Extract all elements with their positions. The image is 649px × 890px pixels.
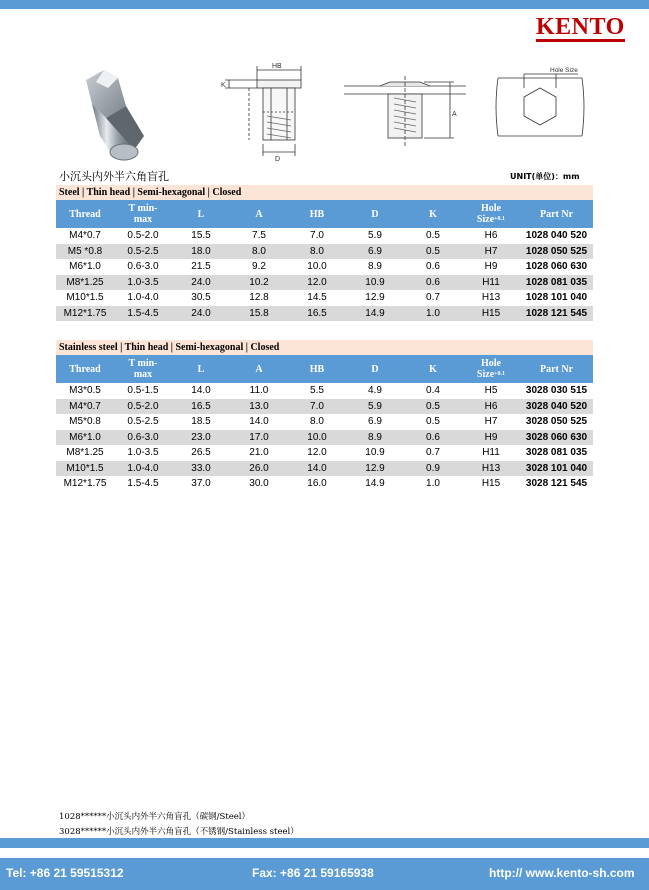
table-cell: H13 bbox=[481, 292, 501, 304]
col-thread: Thread bbox=[56, 200, 114, 228]
table-cell: H7 bbox=[484, 416, 498, 428]
table-cell: 23.0 bbox=[172, 430, 230, 446]
table-cell: 37.0 bbox=[191, 478, 211, 490]
table-cell: 10.0 bbox=[307, 261, 327, 273]
table-cell: 30.5 bbox=[191, 292, 211, 304]
table-cell: 0.5-2.0 bbox=[127, 230, 159, 242]
table-cell: 1.0-3.5 bbox=[127, 447, 159, 459]
table-cell: 0.9 bbox=[404, 461, 462, 477]
table-cell: 7.0 bbox=[288, 399, 346, 415]
table-cell: 6.9 bbox=[368, 416, 382, 428]
table-cell: 14.9 bbox=[365, 478, 385, 490]
col-a: A bbox=[230, 200, 288, 228]
col-hole-size: Hole Size$^{+0.1}$ bbox=[462, 355, 520, 383]
table-cell: H15 bbox=[481, 478, 501, 490]
steel-table-row bbox=[56, 306, 593, 322]
table-cell: 12.0 bbox=[307, 447, 327, 459]
table-cell: M3*0.5 bbox=[69, 385, 101, 397]
table-cell: 7.5 bbox=[252, 230, 266, 242]
col-k: K bbox=[404, 200, 462, 228]
table-cell: 30.0 bbox=[249, 478, 269, 490]
table-cell: 0.6-3.0 bbox=[114, 430, 172, 446]
brand-logo: KENTO bbox=[536, 14, 625, 40]
table-cell: 24.0 bbox=[172, 306, 230, 322]
table-cell: H13 bbox=[462, 461, 520, 477]
table-cell: 5.9 bbox=[346, 399, 404, 415]
table-cell: 4.9 bbox=[368, 385, 382, 397]
table-cell: H7 bbox=[462, 244, 520, 260]
table-cell: 0.5-2.0 bbox=[114, 399, 172, 415]
stainless-section-title: Stainless steel | Thin head | Semi-hexagonal | Closed bbox=[56, 340, 593, 355]
table-cell: 14.0 bbox=[249, 416, 269, 428]
table-cell: H6 bbox=[462, 399, 520, 415]
table-cell: 1028 121 545 bbox=[520, 306, 593, 322]
unit-label: UNIT(单位)：mm bbox=[510, 172, 580, 181]
col-a: A bbox=[230, 355, 288, 383]
section-view-drawing bbox=[340, 72, 470, 152]
table-cell: 3028 040 520 bbox=[520, 399, 593, 415]
stainless-table-row bbox=[56, 476, 593, 492]
table-cell: H11 bbox=[482, 447, 500, 459]
table-cell: 16.5 bbox=[172, 399, 230, 415]
table-cell: 1.0-4.0 bbox=[114, 461, 172, 477]
col-k: K bbox=[404, 355, 462, 383]
table-cell: 14.0 bbox=[288, 461, 346, 477]
table-cell: 1.0 bbox=[426, 478, 440, 490]
col-hole-size: Hole Size$^{+0.1}$ bbox=[462, 200, 520, 228]
table-cell: 3028 081 035 bbox=[525, 447, 588, 459]
footer-tel: Tel: +86 21 59515312 bbox=[6, 866, 124, 880]
table-cell: 14.9 bbox=[346, 306, 404, 322]
table-cell: 0.5-2.5 bbox=[114, 244, 172, 260]
table-cell: 33.0 bbox=[172, 461, 230, 477]
steel-table-row bbox=[56, 228, 593, 244]
table-cell: H5 bbox=[484, 385, 498, 397]
table-cell: 6.9 bbox=[346, 244, 404, 260]
table-cell: 12.0 bbox=[288, 275, 346, 291]
stainless-table-row bbox=[56, 461, 593, 477]
table-cell: 1028 050 525 bbox=[520, 244, 593, 260]
col-part-nr: Part Nr bbox=[520, 355, 593, 383]
table-cell: M4*0.7 bbox=[69, 230, 101, 242]
table-cell: M12*1.75 bbox=[63, 478, 107, 490]
table-cell: 14.5 bbox=[307, 292, 327, 304]
table-cell: M8*1.25 bbox=[66, 447, 104, 459]
table-cell: 21.5 bbox=[191, 261, 211, 273]
col-part-nr: Part Nr bbox=[520, 200, 593, 228]
rivet-nut-photo-icon bbox=[78, 66, 150, 162]
col-d: D bbox=[346, 355, 404, 383]
table-cell: M12*1.75 bbox=[56, 306, 114, 322]
footer-band bbox=[0, 838, 649, 848]
table-cell: H9 bbox=[484, 261, 498, 273]
table-cell: 12.8 bbox=[249, 292, 269, 304]
col-hb: HB bbox=[288, 355, 346, 383]
table-cell: M5*0.8 bbox=[69, 416, 101, 428]
table-cell: 0.6 bbox=[404, 275, 462, 291]
table-cell: 8.0 bbox=[230, 244, 288, 260]
table-cell: 10.2 bbox=[230, 275, 288, 291]
table-cell: 8.9 bbox=[368, 261, 382, 273]
table-cell: M8*1.25 bbox=[56, 275, 114, 291]
steel-section-title: Steel | Thin head | Semi-hexagonal | Closed bbox=[56, 185, 593, 200]
table-cell: 21.0 bbox=[249, 447, 269, 459]
table-cell: 12.9 bbox=[346, 461, 404, 477]
table-cell: 10.9 bbox=[365, 447, 385, 459]
table-cell: 0.6-3.0 bbox=[127, 261, 159, 273]
steel-table-row bbox=[56, 244, 593, 260]
table-cell: 0.5 bbox=[404, 244, 462, 260]
table-cell: 0.7 bbox=[426, 447, 440, 459]
table-cell: 3028 121 545 bbox=[525, 478, 588, 490]
col-l: L bbox=[172, 355, 230, 383]
product-title: 小沉头内外半六角盲孔 bbox=[59, 170, 169, 183]
table-cell: 0.5-1.5 bbox=[127, 385, 159, 397]
table-cell: 3028 050 525 bbox=[525, 416, 588, 428]
d-label: D bbox=[275, 156, 281, 163]
table-cell: 0.5-2.5 bbox=[127, 416, 159, 428]
col-d: D bbox=[346, 200, 404, 228]
table-cell: 8.0 bbox=[310, 416, 324, 428]
table-cell: 16.0 bbox=[307, 478, 327, 490]
table-cell: M4*0.7 bbox=[56, 399, 114, 415]
col-t: T min- max bbox=[114, 200, 172, 228]
table-cell: 10.9 bbox=[346, 275, 404, 291]
stainless-table-row bbox=[56, 414, 593, 430]
table-cell: 0.5 bbox=[404, 399, 462, 415]
table-cell: 15.8 bbox=[230, 306, 288, 322]
table-cell: 17.0 bbox=[230, 430, 288, 446]
table-cell: M10*1.5 bbox=[56, 461, 114, 477]
footer-web-link[interactable]: http:// www.kento-sh.com bbox=[489, 866, 635, 880]
table-cell: 26.5 bbox=[191, 447, 211, 459]
table-cell: 5.5 bbox=[310, 385, 324, 397]
table-cell: 1028 101 040 bbox=[525, 292, 588, 304]
stainless-table-row bbox=[56, 383, 593, 399]
table-cell: 1.0 bbox=[404, 306, 462, 322]
hb-label: HB bbox=[272, 63, 282, 70]
col-thread: Thread bbox=[56, 355, 114, 383]
table-cell: 11.0 bbox=[249, 385, 269, 397]
table-cell: 0.6 bbox=[426, 261, 440, 273]
table-cell: 26.0 bbox=[230, 461, 288, 477]
steel-table-row bbox=[56, 290, 593, 306]
footnote-stainless: 3028******小沉头内外半六角盲孔（不锈钢/Stainless steel） bbox=[59, 827, 299, 837]
table-cell: H9 bbox=[462, 430, 520, 446]
table-cell: 1028 060 630 bbox=[525, 261, 588, 273]
table-cell: 3028 101 040 bbox=[520, 461, 593, 477]
table-cell: 8.0 bbox=[288, 244, 346, 260]
col-hb: HB bbox=[288, 200, 346, 228]
table-cell: 7.0 bbox=[310, 230, 324, 242]
table-cell: 15.5 bbox=[191, 230, 211, 242]
table-cell: 13.0 bbox=[230, 399, 288, 415]
table-cell: 1028 040 520 bbox=[525, 230, 588, 242]
table-cell: 12.9 bbox=[365, 292, 385, 304]
table-cell: M6*1.0 bbox=[69, 261, 101, 273]
table-cell: 0.7 bbox=[426, 292, 440, 304]
steel-table-row bbox=[56, 259, 593, 275]
col-l: L bbox=[172, 200, 230, 228]
table-cell: 18.5 bbox=[191, 416, 211, 428]
table-cell: H6 bbox=[484, 230, 498, 242]
top-band bbox=[0, 0, 649, 9]
stainless-table-row bbox=[56, 445, 593, 461]
side-view-drawing bbox=[215, 60, 325, 165]
a-label: A bbox=[452, 111, 457, 118]
table-cell: 18.0 bbox=[172, 244, 230, 260]
table-cell: 3028 030 515 bbox=[525, 385, 588, 397]
table-cell: 0.6 bbox=[404, 430, 462, 446]
table-cell: 3028 060 630 bbox=[520, 430, 593, 446]
table-cell: 8.9 bbox=[346, 430, 404, 446]
k-label: K bbox=[221, 82, 226, 89]
table-cell: M10*1.5 bbox=[66, 292, 104, 304]
steel-header-row bbox=[56, 200, 593, 228]
table-cell: 0.5 bbox=[426, 416, 440, 428]
table-cell: 1.5-4.5 bbox=[127, 478, 159, 490]
table-cell: H11 bbox=[462, 275, 520, 291]
stainless-table bbox=[56, 355, 593, 492]
table-cell: 0.5 bbox=[426, 230, 440, 242]
stainless-header-row bbox=[56, 355, 593, 383]
table-cell: 9.2 bbox=[252, 261, 266, 273]
table-cell: 1028 081 035 bbox=[520, 275, 593, 291]
table-cell: M5 *0.8 bbox=[56, 244, 114, 260]
table-cell: 1.5-4.5 bbox=[114, 306, 172, 322]
table-cell: M6*1.0 bbox=[56, 430, 114, 446]
steel-table bbox=[56, 200, 593, 321]
table-cell: 1.0-4.0 bbox=[127, 292, 159, 304]
stainless-table-row bbox=[56, 399, 593, 415]
table-cell: 14.0 bbox=[191, 385, 211, 397]
stainless-table-row bbox=[56, 430, 593, 446]
table-cell: 24.0 bbox=[172, 275, 230, 291]
table-cell: 5.9 bbox=[368, 230, 382, 242]
table-cell: H15 bbox=[462, 306, 520, 322]
hole-size-label: Hole Size bbox=[550, 67, 578, 74]
table-cell: 10.0 bbox=[288, 430, 346, 446]
steel-table-row bbox=[56, 275, 593, 291]
table-cell: 16.5 bbox=[288, 306, 346, 322]
footnote-steel: 1028******小沉头内外半六角盲孔（碳钢/Steel） bbox=[59, 812, 251, 822]
footer-fax: Fax: +86 21 59165938 bbox=[252, 866, 374, 880]
table-cell: 0.4 bbox=[426, 385, 440, 397]
table-cell: 1.0-3.5 bbox=[114, 275, 172, 291]
col-t: T min- max bbox=[114, 355, 172, 383]
hole-size-drawing bbox=[490, 64, 590, 148]
